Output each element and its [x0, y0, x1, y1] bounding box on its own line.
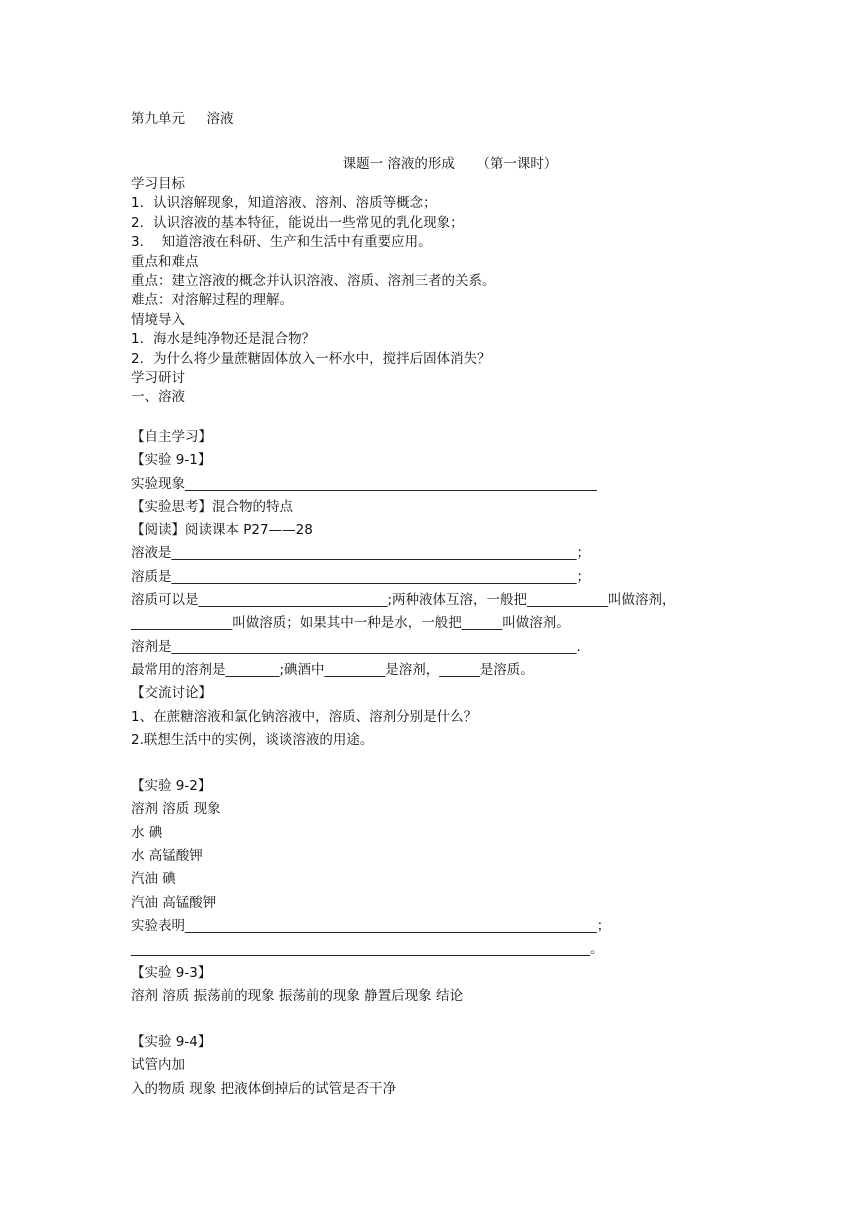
exp2-row: 汽油 碘 — [131, 871, 176, 888]
solvent-blank: 溶剂是____________________________________________________________. — [131, 638, 581, 655]
intro-heading: 情境导入 — [131, 311, 185, 328]
discussion-title: 【交流讨论】 — [131, 685, 212, 702]
solute-blank: 溶质是____________________________________________________________； — [131, 568, 590, 585]
exp2-row: 水 高锰酸钾 — [131, 848, 203, 865]
key-item: 重点：建立溶液的概念并认识溶液、溶质、溶剂三者的关系。 — [131, 272, 496, 289]
goal-item: 3． 知道溶液在科研、生产和生活中有重要应用。 — [131, 234, 432, 251]
exp3-header-row: 溶剂 溶质 振荡前的现象 振荡前的现象 静置后现象 结论 — [131, 987, 463, 1004]
solute-can-be-blank: 溶质可以是____________________________;两种液体互溶，一般把____________叫做溶剂， — [131, 592, 676, 609]
common-solvent-blank: 最常用的溶剂是________;碘酒中_________是溶剂，______是溶质。 — [131, 661, 534, 678]
exp2-title: 【实验 9-2】 — [131, 778, 212, 795]
intro-item: 1．海水是纯净物还是混合物？ — [131, 331, 316, 348]
exp4-header-line1: 试管内加 — [131, 1057, 185, 1074]
self-study-heading: 【自主学习】 — [131, 429, 212, 445]
exp-thinking: 【实验思考】混合物的特点 — [131, 498, 293, 515]
exp1-title: 【实验 9-1】 — [131, 452, 212, 469]
spacer — [131, 752, 831, 775]
study-sub-heading: 一、溶液 — [131, 389, 185, 406]
exp3-title: 【实验 9-3】 — [131, 964, 212, 981]
exp4-header-line2: 入的物质 现象 把液体倒掉后的试管是否干净 — [131, 1080, 397, 1097]
discussion-item: 1、在蔗糖溶液和氯化钠溶液中，溶质、溶剂分别是什么？ — [131, 708, 478, 725]
goal-item: 1．认识溶解现象，知道溶液、溶剂、溶质等概念； — [131, 195, 437, 212]
discussion-item: 2.联想生活中的实例，谈谈溶液的用途。 — [131, 731, 374, 748]
intro-item: 2．为什么将少量蔗糖固体放入一杯水中，搅拌后固体消失？ — [131, 350, 491, 367]
goal-item: 2．认识溶液的基本特征，能说出一些常见的乳化现象； — [131, 214, 464, 231]
study-heading: 学习研讨 — [131, 369, 185, 386]
lesson-title: 课题一 溶液的形成 （第一课时） — [342, 156, 558, 172]
exp2-result-cont: ____________________________________________________________________。 — [131, 941, 604, 958]
solute-can-be-cont: _______________叫做溶质；如果其中一种是水，一般把______叫做溶剂。 — [131, 615, 570, 632]
exp4-title: 【实验 9-4】 — [131, 1034, 212, 1051]
spacer — [131, 1008, 831, 1031]
upper-section — [131, 175, 831, 408]
lower-section — [131, 426, 831, 1101]
goals-heading: 学习目标 — [131, 176, 185, 192]
exp1-phenomenon-blank: 实验现象_____________________________________________________________ — [131, 475, 597, 492]
reading-instruction: 【阅读】阅读课本 P27——28 — [131, 522, 313, 539]
exp2-header-row: 溶剂 溶质 现象 — [131, 801, 221, 818]
key-item: 难点：对溶解过程的理解。 — [131, 292, 293, 309]
unit-title: 第九单元 溶液 — [131, 111, 234, 127]
key-heading: 重点和难点 — [131, 253, 199, 270]
solution-blank: 溶液是____________________________________________________________； — [131, 545, 590, 562]
exp2-result-blank: 实验表明_____________________________________________________________； — [131, 917, 611, 934]
exp2-row: 汽油 高锰酸钾 — [131, 894, 217, 911]
exp2-row: 水 碘 — [131, 824, 163, 841]
